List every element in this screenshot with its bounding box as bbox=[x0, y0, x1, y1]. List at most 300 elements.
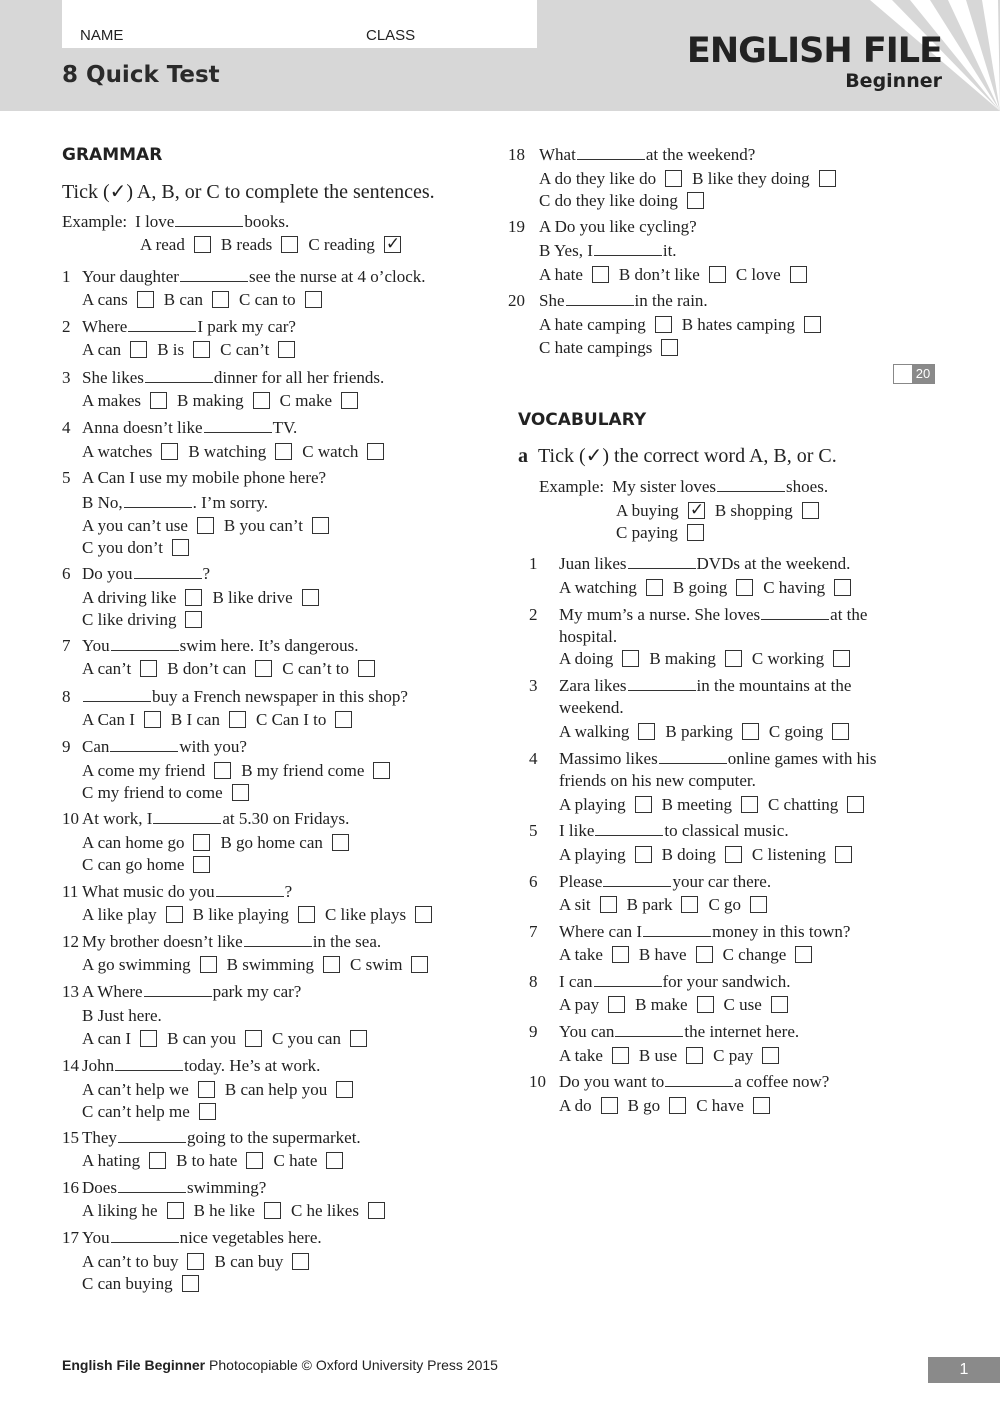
option-label: A can bbox=[82, 340, 122, 359]
option-checkbox[interactable] bbox=[687, 192, 704, 209]
option-label: B have bbox=[638, 945, 687, 964]
option-checkbox[interactable] bbox=[245, 1030, 262, 1047]
option-checkbox[interactable] bbox=[669, 1097, 686, 1114]
option-checkbox[interactable] bbox=[411, 956, 428, 973]
answer-blank bbox=[144, 983, 212, 997]
option-checkbox[interactable] bbox=[182, 1275, 199, 1292]
option-checkbox[interactable] bbox=[185, 611, 202, 628]
grammar-example bbox=[62, 213, 289, 230]
question-stem bbox=[529, 822, 789, 839]
option-label: B can help you bbox=[224, 1080, 328, 1099]
option-checkbox[interactable] bbox=[762, 1047, 779, 1064]
option-checkbox[interactable] bbox=[232, 784, 249, 801]
option-label: A buying bbox=[616, 501, 679, 520]
question-stem bbox=[62, 933, 381, 950]
page-header bbox=[0, 0, 1000, 111]
option-label: A watches bbox=[82, 442, 153, 461]
option-row bbox=[82, 1030, 377, 1047]
question-text-after: it. bbox=[662, 241, 677, 260]
option-label: C can go home bbox=[82, 855, 185, 874]
answer-blank bbox=[566, 292, 634, 306]
option-checkbox[interactable] bbox=[601, 1097, 618, 1114]
option-checkbox[interactable] bbox=[187, 1253, 204, 1270]
option-label: B like they doing bbox=[692, 169, 810, 188]
option-label: B is bbox=[157, 340, 185, 359]
question-text-before: A Where bbox=[82, 982, 143, 1001]
option-checkbox[interactable] bbox=[193, 341, 210, 358]
option-checkbox[interactable] bbox=[681, 896, 698, 913]
example-label: Example: bbox=[62, 212, 128, 231]
option-checkbox[interactable] bbox=[819, 170, 836, 187]
question-number: 20 bbox=[508, 291, 525, 310]
question-text-after: to classical music. bbox=[664, 821, 789, 840]
question-number: 10 bbox=[529, 1072, 546, 1091]
option-label: C have bbox=[696, 1096, 744, 1115]
option-checkbox[interactable] bbox=[608, 996, 625, 1013]
option-label: C use bbox=[723, 995, 762, 1014]
option-checkbox[interactable] bbox=[802, 502, 819, 519]
question-text-after: online games with his bbox=[727, 749, 877, 768]
example-text-before: My sister loves bbox=[612, 477, 717, 496]
question-stem bbox=[62, 565, 210, 582]
option-label: B reads bbox=[220, 235, 273, 254]
question-text-before: Do you want to bbox=[559, 1072, 665, 1091]
question-text-before: Anna doesn’t like bbox=[82, 418, 203, 437]
option-checkbox[interactable] bbox=[415, 906, 432, 923]
option-label: A hate camping bbox=[539, 315, 646, 334]
option-label: A playing bbox=[559, 845, 626, 864]
option-label: A come my friend bbox=[82, 761, 206, 780]
question-text-after: in the rain. bbox=[634, 291, 708, 310]
option-checkbox[interactable] bbox=[198, 1081, 215, 1098]
option-row bbox=[539, 316, 831, 333]
option-checkbox[interactable] bbox=[341, 392, 358, 409]
question-stem bbox=[62, 318, 296, 335]
answer-blank bbox=[628, 677, 696, 691]
option-checkbox[interactable] bbox=[264, 1202, 281, 1219]
option-label: A can’t help we bbox=[82, 1080, 189, 1099]
option-label: B to hate bbox=[176, 1151, 238, 1170]
option-row bbox=[82, 1103, 226, 1120]
question-text-after: for your sandwich. bbox=[662, 972, 791, 991]
option-label: B make bbox=[635, 995, 688, 1014]
question-text-before: Your daughter bbox=[82, 267, 179, 286]
question-stem bbox=[529, 606, 867, 623]
option-checkbox[interactable] bbox=[753, 1097, 770, 1114]
question-text-before: She likes bbox=[82, 368, 144, 387]
tick-mark: ✓ bbox=[385, 234, 401, 254]
question-number: 5 bbox=[62, 468, 71, 487]
question-number: 3 bbox=[62, 368, 71, 387]
option-row bbox=[559, 846, 862, 863]
footer-title: English File Beginner bbox=[62, 1357, 206, 1373]
brand-level: Beginner bbox=[845, 70, 942, 92]
option-label: B can bbox=[163, 290, 203, 309]
option-label: C my friend to come bbox=[82, 783, 223, 802]
example-label: Example: bbox=[539, 477, 605, 496]
grammar-score-box bbox=[893, 364, 935, 384]
question-stem bbox=[529, 555, 850, 572]
option-checkbox[interactable] bbox=[253, 392, 270, 409]
option-row bbox=[82, 517, 339, 534]
option-checkbox[interactable] bbox=[161, 443, 178, 460]
answer-blank bbox=[118, 1129, 186, 1143]
option-label: C he likes bbox=[290, 1201, 359, 1220]
option-checkbox[interactable] bbox=[305, 291, 322, 308]
question-number: 14 bbox=[62, 1056, 79, 1075]
question-text-before: You bbox=[82, 1228, 110, 1247]
option-label: A pay bbox=[559, 995, 600, 1014]
option-checkbox[interactable] bbox=[281, 236, 298, 253]
question-stem bbox=[508, 218, 697, 235]
option-checkbox[interactable] bbox=[665, 170, 682, 187]
option-label: B park bbox=[626, 895, 673, 914]
grammar-heading: GRAMMAR bbox=[62, 145, 163, 165]
answer-blank bbox=[153, 810, 221, 824]
option-checkbox[interactable] bbox=[725, 650, 742, 667]
question-text-after: at the bbox=[830, 605, 868, 624]
option-label: A liking he bbox=[82, 1201, 158, 1220]
vocabulary-example bbox=[539, 478, 828, 495]
answer-blank bbox=[643, 923, 711, 937]
question-stem bbox=[62, 810, 349, 827]
option-checkbox[interactable] bbox=[358, 660, 375, 677]
question-text-before: Can bbox=[82, 737, 110, 756]
question-text-continued: weekend. bbox=[559, 698, 624, 717]
option-checkbox[interactable] bbox=[790, 266, 807, 283]
answer-blank bbox=[118, 1179, 186, 1193]
option-checkbox[interactable] bbox=[725, 846, 742, 863]
question-text-after: a coffee now? bbox=[734, 1072, 830, 1091]
option-label: A cans bbox=[82, 290, 128, 309]
option-checkbox[interactable] bbox=[197, 517, 214, 534]
option-checkbox[interactable] bbox=[612, 1047, 629, 1064]
question-text-after: see the nurse at 4 o’clock. bbox=[248, 267, 426, 286]
option-label: C like driving bbox=[82, 610, 177, 629]
answer-blank bbox=[615, 1023, 683, 1037]
option-checkbox[interactable] bbox=[193, 834, 210, 851]
dialogue-reply bbox=[539, 242, 677, 259]
question-text-before: You can bbox=[559, 1022, 615, 1041]
option-checkbox[interactable] bbox=[612, 946, 629, 963]
option-label: B making bbox=[649, 649, 716, 668]
option-label: B hates camping bbox=[681, 315, 796, 334]
option-label: B don’t can bbox=[167, 659, 247, 678]
option-label: C going bbox=[768, 722, 824, 741]
question-stem bbox=[508, 146, 755, 163]
option-label: B swimming bbox=[226, 955, 314, 974]
option-checkbox[interactable] bbox=[140, 1030, 157, 1047]
option-label: A sit bbox=[559, 895, 591, 914]
question-text-before: Where bbox=[82, 317, 128, 336]
question-number: 16 bbox=[62, 1178, 79, 1197]
question-stem bbox=[62, 469, 326, 486]
option-checkbox[interactable] bbox=[312, 517, 329, 534]
question-text-after: nice vegetables here. bbox=[179, 1228, 322, 1247]
question-stem bbox=[62, 268, 426, 285]
option-label: C love bbox=[735, 265, 781, 284]
question-number: 5 bbox=[529, 821, 538, 840]
option-label: C having bbox=[763, 578, 826, 597]
option-checkbox[interactable] bbox=[661, 339, 678, 356]
question-text-after: your car there. bbox=[672, 872, 772, 891]
example-text-before: I love bbox=[135, 212, 175, 231]
question-stem bbox=[62, 688, 408, 705]
option-checkbox[interactable] bbox=[736, 579, 753, 596]
option-label: A hate bbox=[539, 265, 583, 284]
answer-blank bbox=[110, 738, 178, 752]
option-row bbox=[82, 539, 199, 556]
option-checkbox[interactable] bbox=[367, 443, 384, 460]
option-label: B shopping bbox=[714, 501, 793, 520]
question-number: 6 bbox=[529, 872, 538, 891]
question-number: 19 bbox=[508, 217, 525, 236]
option-label: A do they like do bbox=[539, 169, 657, 188]
option-row bbox=[82, 611, 212, 628]
option-checkbox[interactable] bbox=[834, 579, 851, 596]
question-text-before: Juan likes bbox=[559, 554, 627, 573]
option-checkbox[interactable] bbox=[255, 660, 272, 677]
question-text-before: I can bbox=[559, 972, 593, 991]
option-label: A can’t bbox=[82, 659, 132, 678]
option-checkbox[interactable] bbox=[214, 762, 231, 779]
option-checkbox[interactable] bbox=[622, 650, 639, 667]
option-label: A go swimming bbox=[82, 955, 191, 974]
question-text-before: What music do you bbox=[82, 882, 215, 901]
option-label: C paying bbox=[616, 523, 678, 542]
option-label: B watching bbox=[188, 442, 267, 461]
answer-blank bbox=[111, 1229, 179, 1243]
question-stem bbox=[529, 750, 876, 767]
option-label: C swim bbox=[350, 955, 403, 974]
answer-blank bbox=[244, 933, 312, 947]
answer-blank bbox=[83, 688, 151, 702]
vocabulary-instruction bbox=[518, 446, 837, 466]
question-stem bbox=[529, 677, 851, 694]
option-checkbox[interactable] bbox=[795, 946, 812, 963]
option-checkbox[interactable] bbox=[686, 1047, 703, 1064]
option-checkbox[interactable] bbox=[326, 1152, 343, 1169]
option-checkbox[interactable] bbox=[384, 236, 401, 253]
option-row bbox=[82, 784, 259, 801]
option-checkbox[interactable] bbox=[655, 316, 672, 333]
text-line bbox=[559, 699, 624, 716]
option-checkbox[interactable] bbox=[298, 906, 315, 923]
option-checkbox[interactable] bbox=[638, 723, 655, 740]
option-row bbox=[82, 906, 442, 923]
option-checkbox[interactable] bbox=[750, 896, 767, 913]
question-stem bbox=[62, 1229, 322, 1246]
question-text-before: At work, I bbox=[82, 809, 153, 828]
option-label: C Can I to bbox=[255, 710, 327, 729]
option-checkbox[interactable] bbox=[373, 762, 390, 779]
text-line bbox=[559, 628, 617, 645]
question-text-after: in the mountains at the bbox=[696, 676, 852, 695]
option-checkbox[interactable] bbox=[741, 796, 758, 813]
option-row bbox=[82, 1152, 353, 1169]
option-row bbox=[82, 1253, 319, 1270]
answer-blank bbox=[577, 146, 645, 160]
option-checkbox[interactable] bbox=[709, 266, 726, 283]
answer-blank bbox=[665, 1073, 733, 1087]
option-checkbox[interactable] bbox=[150, 392, 167, 409]
grammar-example-options bbox=[140, 236, 411, 253]
question-text-before: B Yes, I bbox=[539, 241, 593, 260]
option-label: A can’t to buy bbox=[82, 1252, 179, 1271]
brand-title: ENGLISH FILE bbox=[686, 31, 942, 71]
option-checkbox[interactable] bbox=[771, 996, 788, 1013]
option-label: B I can bbox=[170, 710, 220, 729]
option-checkbox[interactable] bbox=[332, 834, 349, 851]
option-label: B doing bbox=[661, 845, 716, 864]
text-line bbox=[616, 524, 714, 541]
option-label: A doing bbox=[559, 649, 614, 668]
brand-logo bbox=[686, 31, 942, 92]
answer-blank bbox=[111, 637, 179, 651]
answer-blank bbox=[134, 565, 202, 579]
question-number: 7 bbox=[62, 636, 71, 655]
option-label: B like drive bbox=[212, 588, 293, 607]
question-number: 4 bbox=[529, 749, 538, 768]
vocabulary-heading: VOCABULARY bbox=[518, 410, 647, 430]
question-stem bbox=[62, 369, 384, 386]
question-text-after: DVDs at the weekend. bbox=[696, 554, 851, 573]
option-label: A walking bbox=[559, 722, 630, 741]
option-row bbox=[559, 996, 798, 1013]
option-label: C hate campings bbox=[539, 338, 653, 357]
option-checkbox[interactable] bbox=[804, 316, 821, 333]
option-row bbox=[82, 711, 362, 728]
question-text-after: ? bbox=[284, 882, 293, 901]
question-number: 6 bbox=[62, 564, 71, 583]
option-checkbox[interactable] bbox=[149, 1152, 166, 1169]
option-row bbox=[82, 1081, 363, 1098]
option-checkbox[interactable] bbox=[166, 906, 183, 923]
option-label: B use bbox=[638, 1046, 678, 1065]
option-label: A you can’t use bbox=[82, 516, 188, 535]
question-text-before: My brother doesn’t like bbox=[82, 932, 243, 951]
option-checkbox[interactable] bbox=[140, 660, 157, 677]
answer-blank bbox=[216, 883, 284, 897]
option-checkbox[interactable] bbox=[335, 711, 352, 728]
option-label: C make bbox=[279, 391, 333, 410]
question-text-before: They bbox=[82, 1128, 117, 1147]
question-stem bbox=[62, 1129, 361, 1146]
option-checkbox[interactable] bbox=[323, 956, 340, 973]
option-checkbox[interactable] bbox=[199, 1103, 216, 1120]
question-text-after: going to the supermarket. bbox=[186, 1128, 361, 1147]
option-row bbox=[82, 762, 400, 779]
option-label: B go home can bbox=[220, 833, 323, 852]
text-line bbox=[559, 772, 756, 789]
tick-mark: ✓ bbox=[689, 500, 705, 520]
option-label: A watching bbox=[559, 578, 637, 597]
option-label: B parking bbox=[665, 722, 733, 741]
class-label: CLASS bbox=[366, 27, 416, 44]
question-text-before: Massimo likes bbox=[559, 749, 658, 768]
option-checkbox[interactable] bbox=[635, 846, 652, 863]
option-checkbox[interactable] bbox=[137, 291, 154, 308]
option-checkbox[interactable] bbox=[193, 856, 210, 873]
option-checkbox[interactable] bbox=[350, 1030, 367, 1047]
option-label: C hate bbox=[273, 1151, 318, 1170]
option-checkbox[interactable] bbox=[212, 291, 229, 308]
question-text-before: My mum’s a nurse. She loves bbox=[559, 605, 761, 624]
option-checkbox[interactable] bbox=[167, 1202, 184, 1219]
option-checkbox[interactable] bbox=[368, 1202, 385, 1219]
option-row bbox=[82, 341, 305, 358]
option-checkbox[interactable] bbox=[336, 1081, 353, 1098]
question-stem bbox=[62, 1179, 266, 1196]
option-label: C can’t help me bbox=[82, 1102, 190, 1121]
footer-copyright: Photocopiable © Oxford University Press 2015 bbox=[205, 1357, 498, 1373]
option-label: A do bbox=[559, 1096, 592, 1115]
question-stem bbox=[62, 983, 301, 1000]
question-text-before: I like bbox=[559, 821, 595, 840]
question-number: 4 bbox=[62, 418, 71, 437]
question-text-after: dinner for all her friends. bbox=[213, 368, 385, 387]
option-checkbox[interactable] bbox=[833, 650, 850, 667]
option-checkbox[interactable] bbox=[130, 341, 147, 358]
option-checkbox[interactable] bbox=[229, 711, 246, 728]
option-checkbox[interactable] bbox=[646, 579, 663, 596]
question-stem bbox=[529, 873, 771, 890]
option-checkbox[interactable] bbox=[697, 996, 714, 1013]
option-checkbox[interactable] bbox=[292, 1253, 309, 1270]
option-checkbox[interactable] bbox=[275, 443, 292, 460]
option-label: A Can I bbox=[82, 710, 135, 729]
option-checkbox[interactable] bbox=[200, 956, 217, 973]
option-checkbox[interactable] bbox=[600, 896, 617, 913]
option-checkbox[interactable] bbox=[592, 266, 609, 283]
option-row bbox=[82, 660, 385, 677]
option-checkbox[interactable] bbox=[194, 236, 211, 253]
option-checkbox[interactable] bbox=[832, 723, 849, 740]
option-label: A driving like bbox=[82, 588, 177, 607]
question-number: 10 bbox=[62, 809, 79, 828]
option-row bbox=[559, 946, 822, 963]
option-label: A read bbox=[140, 235, 185, 254]
answer-blank bbox=[595, 822, 663, 836]
option-checkbox[interactable] bbox=[687, 524, 704, 541]
option-row bbox=[82, 1275, 209, 1292]
option-checkbox[interactable] bbox=[696, 946, 713, 963]
option-label: C you don’t bbox=[82, 538, 163, 557]
option-checkbox[interactable] bbox=[278, 341, 295, 358]
option-label: C change bbox=[722, 945, 787, 964]
option-checkbox[interactable] bbox=[635, 796, 652, 813]
question-stem bbox=[62, 637, 359, 654]
vocabulary-example-options bbox=[616, 502, 829, 519]
option-checkbox[interactable] bbox=[172, 539, 189, 556]
answer-blank bbox=[204, 419, 272, 433]
dialogue-line: A Can I use my mobile phone here? bbox=[82, 468, 327, 487]
option-checkbox[interactable] bbox=[144, 711, 161, 728]
option-checkbox[interactable] bbox=[246, 1152, 263, 1169]
question-number: 15 bbox=[62, 1128, 79, 1147]
option-checkbox[interactable] bbox=[835, 846, 852, 863]
option-label: C reading bbox=[308, 235, 375, 254]
option-checkbox[interactable] bbox=[688, 502, 705, 519]
question-text-before: Do you bbox=[82, 564, 133, 583]
question-number: 12 bbox=[62, 932, 79, 951]
question-number: 17 bbox=[62, 1228, 79, 1247]
option-label: A makes bbox=[82, 391, 142, 410]
option-checkbox[interactable] bbox=[742, 723, 759, 740]
option-checkbox[interactable] bbox=[847, 796, 864, 813]
option-checkbox[interactable] bbox=[185, 589, 202, 606]
option-checkbox[interactable] bbox=[302, 589, 319, 606]
